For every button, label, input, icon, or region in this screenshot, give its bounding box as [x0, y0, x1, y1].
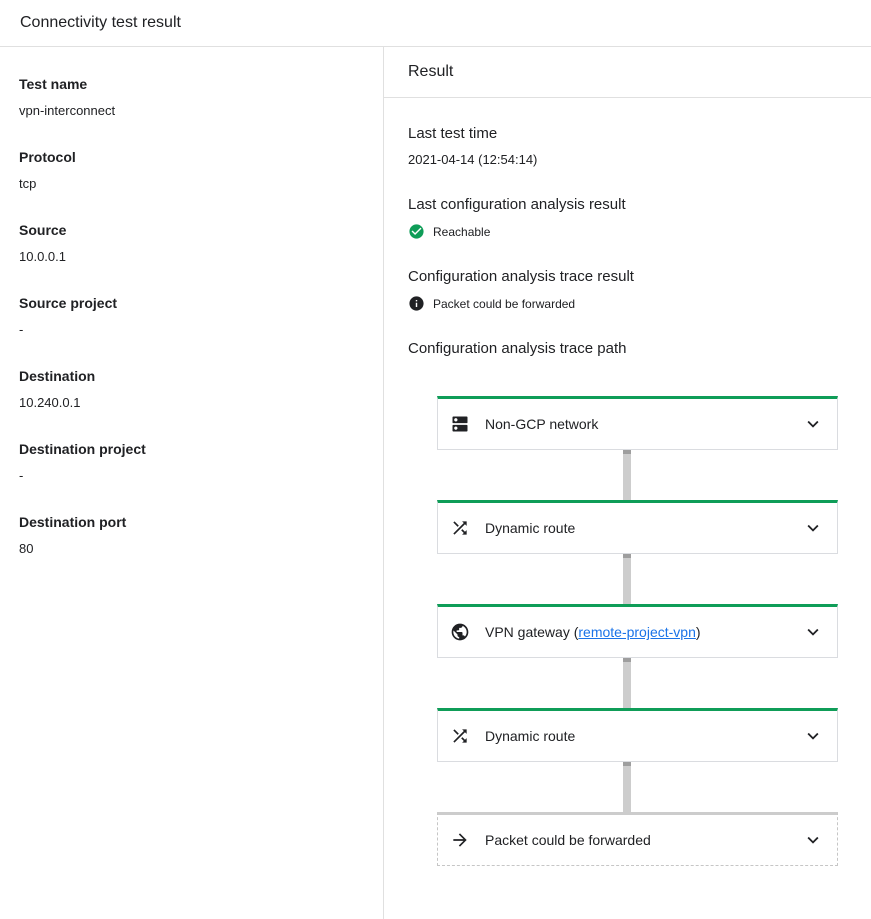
field-value: 10.0.0.1: [19, 249, 66, 264]
field-label: Destination project: [19, 441, 146, 457]
chevron-down-icon[interactable]: [801, 724, 825, 748]
result-body: [384, 98, 871, 866]
trace-card-packet-forwarded[interactable]: [437, 812, 838, 866]
field-source-project: [19, 294, 363, 338]
trace-card-label: Non-GCP network: [485, 416, 599, 432]
field-label: Source: [19, 222, 67, 238]
field-label: Destination: [19, 368, 96, 384]
field-destination: [19, 367, 363, 411]
trace-card-label: Dynamic route: [485, 728, 576, 744]
page-title: Connectivity test result: [20, 14, 181, 31]
field-label: Protocol: [19, 149, 76, 165]
vpn-gateway-link[interactable]: remote-project-vpn: [578, 624, 696, 640]
trace-card-non-gcp-network[interactable]: [437, 396, 838, 450]
trace-path-diagram: [437, 396, 838, 866]
reachable-status-text: Reachable: [433, 224, 491, 239]
field-source: [19, 221, 363, 265]
globe-icon: [450, 622, 470, 642]
arrow-forward-icon: [450, 830, 470, 850]
panel-header: [0, 0, 871, 47]
chevron-down-icon[interactable]: [801, 516, 825, 540]
shuffle-icon: [450, 726, 470, 746]
field-label: Test name: [19, 76, 88, 92]
trace-connector: [623, 658, 631, 708]
trace-card-dynamic-route-1[interactable]: [437, 500, 838, 554]
trace-connector: [623, 450, 631, 500]
last-test-time-label: Last test time: [408, 125, 498, 142]
shuffle-icon: [450, 518, 470, 538]
last-config-result-label: Last configuration analysis result: [408, 196, 626, 213]
field-label: Source project: [19, 295, 118, 311]
trace-result-status-row: [408, 295, 847, 312]
info-icon: [408, 295, 425, 312]
result-title: Result: [408, 63, 454, 80]
check-circle-icon: [408, 223, 425, 240]
dns-icon: [450, 414, 470, 434]
result-panel: [384, 47, 871, 919]
field-value: -: [19, 468, 24, 483]
trace-card-vpn-gateway[interactable]: [437, 604, 838, 658]
field-value: 10.240.0.1: [19, 395, 81, 410]
vpn-gateway-label-suffix: ): [695, 624, 701, 640]
field-value: tcp: [19, 176, 37, 191]
last-test-time-value: 2021-04-14 (12:54:14): [408, 152, 538, 167]
trace-card-label: [485, 624, 701, 640]
chevron-down-icon[interactable]: [801, 412, 825, 436]
trace-card-label: Packet could be forwarded: [485, 832, 651, 848]
trace-path-label: Configuration analysis trace path: [408, 340, 627, 357]
field-value: 80: [19, 541, 34, 556]
trace-result-status-text: Packet could be forwarded: [433, 296, 576, 311]
trace-connector: [623, 762, 631, 812]
result-header: [384, 47, 871, 98]
reachable-status-row: [408, 223, 847, 240]
field-destination-project: [19, 440, 363, 484]
content: [0, 47, 871, 919]
field-value: vpn-interconnect: [19, 103, 116, 118]
field-value: -: [19, 322, 24, 337]
field-test-name: [19, 75, 363, 119]
field-protocol: [19, 148, 363, 192]
trace-connector: [623, 554, 631, 604]
chevron-down-icon[interactable]: [801, 828, 825, 852]
test-details-panel: [0, 47, 384, 919]
field-label: Destination port: [19, 514, 127, 530]
trace-card-dynamic-route-2[interactable]: [437, 708, 838, 762]
trace-card-label: Dynamic route: [485, 520, 576, 536]
chevron-down-icon[interactable]: [801, 620, 825, 644]
vpn-gateway-label-prefix: VPN gateway (: [485, 624, 579, 640]
field-destination-port: [19, 513, 363, 557]
trace-result-label: Configuration analysis trace result: [408, 268, 634, 285]
